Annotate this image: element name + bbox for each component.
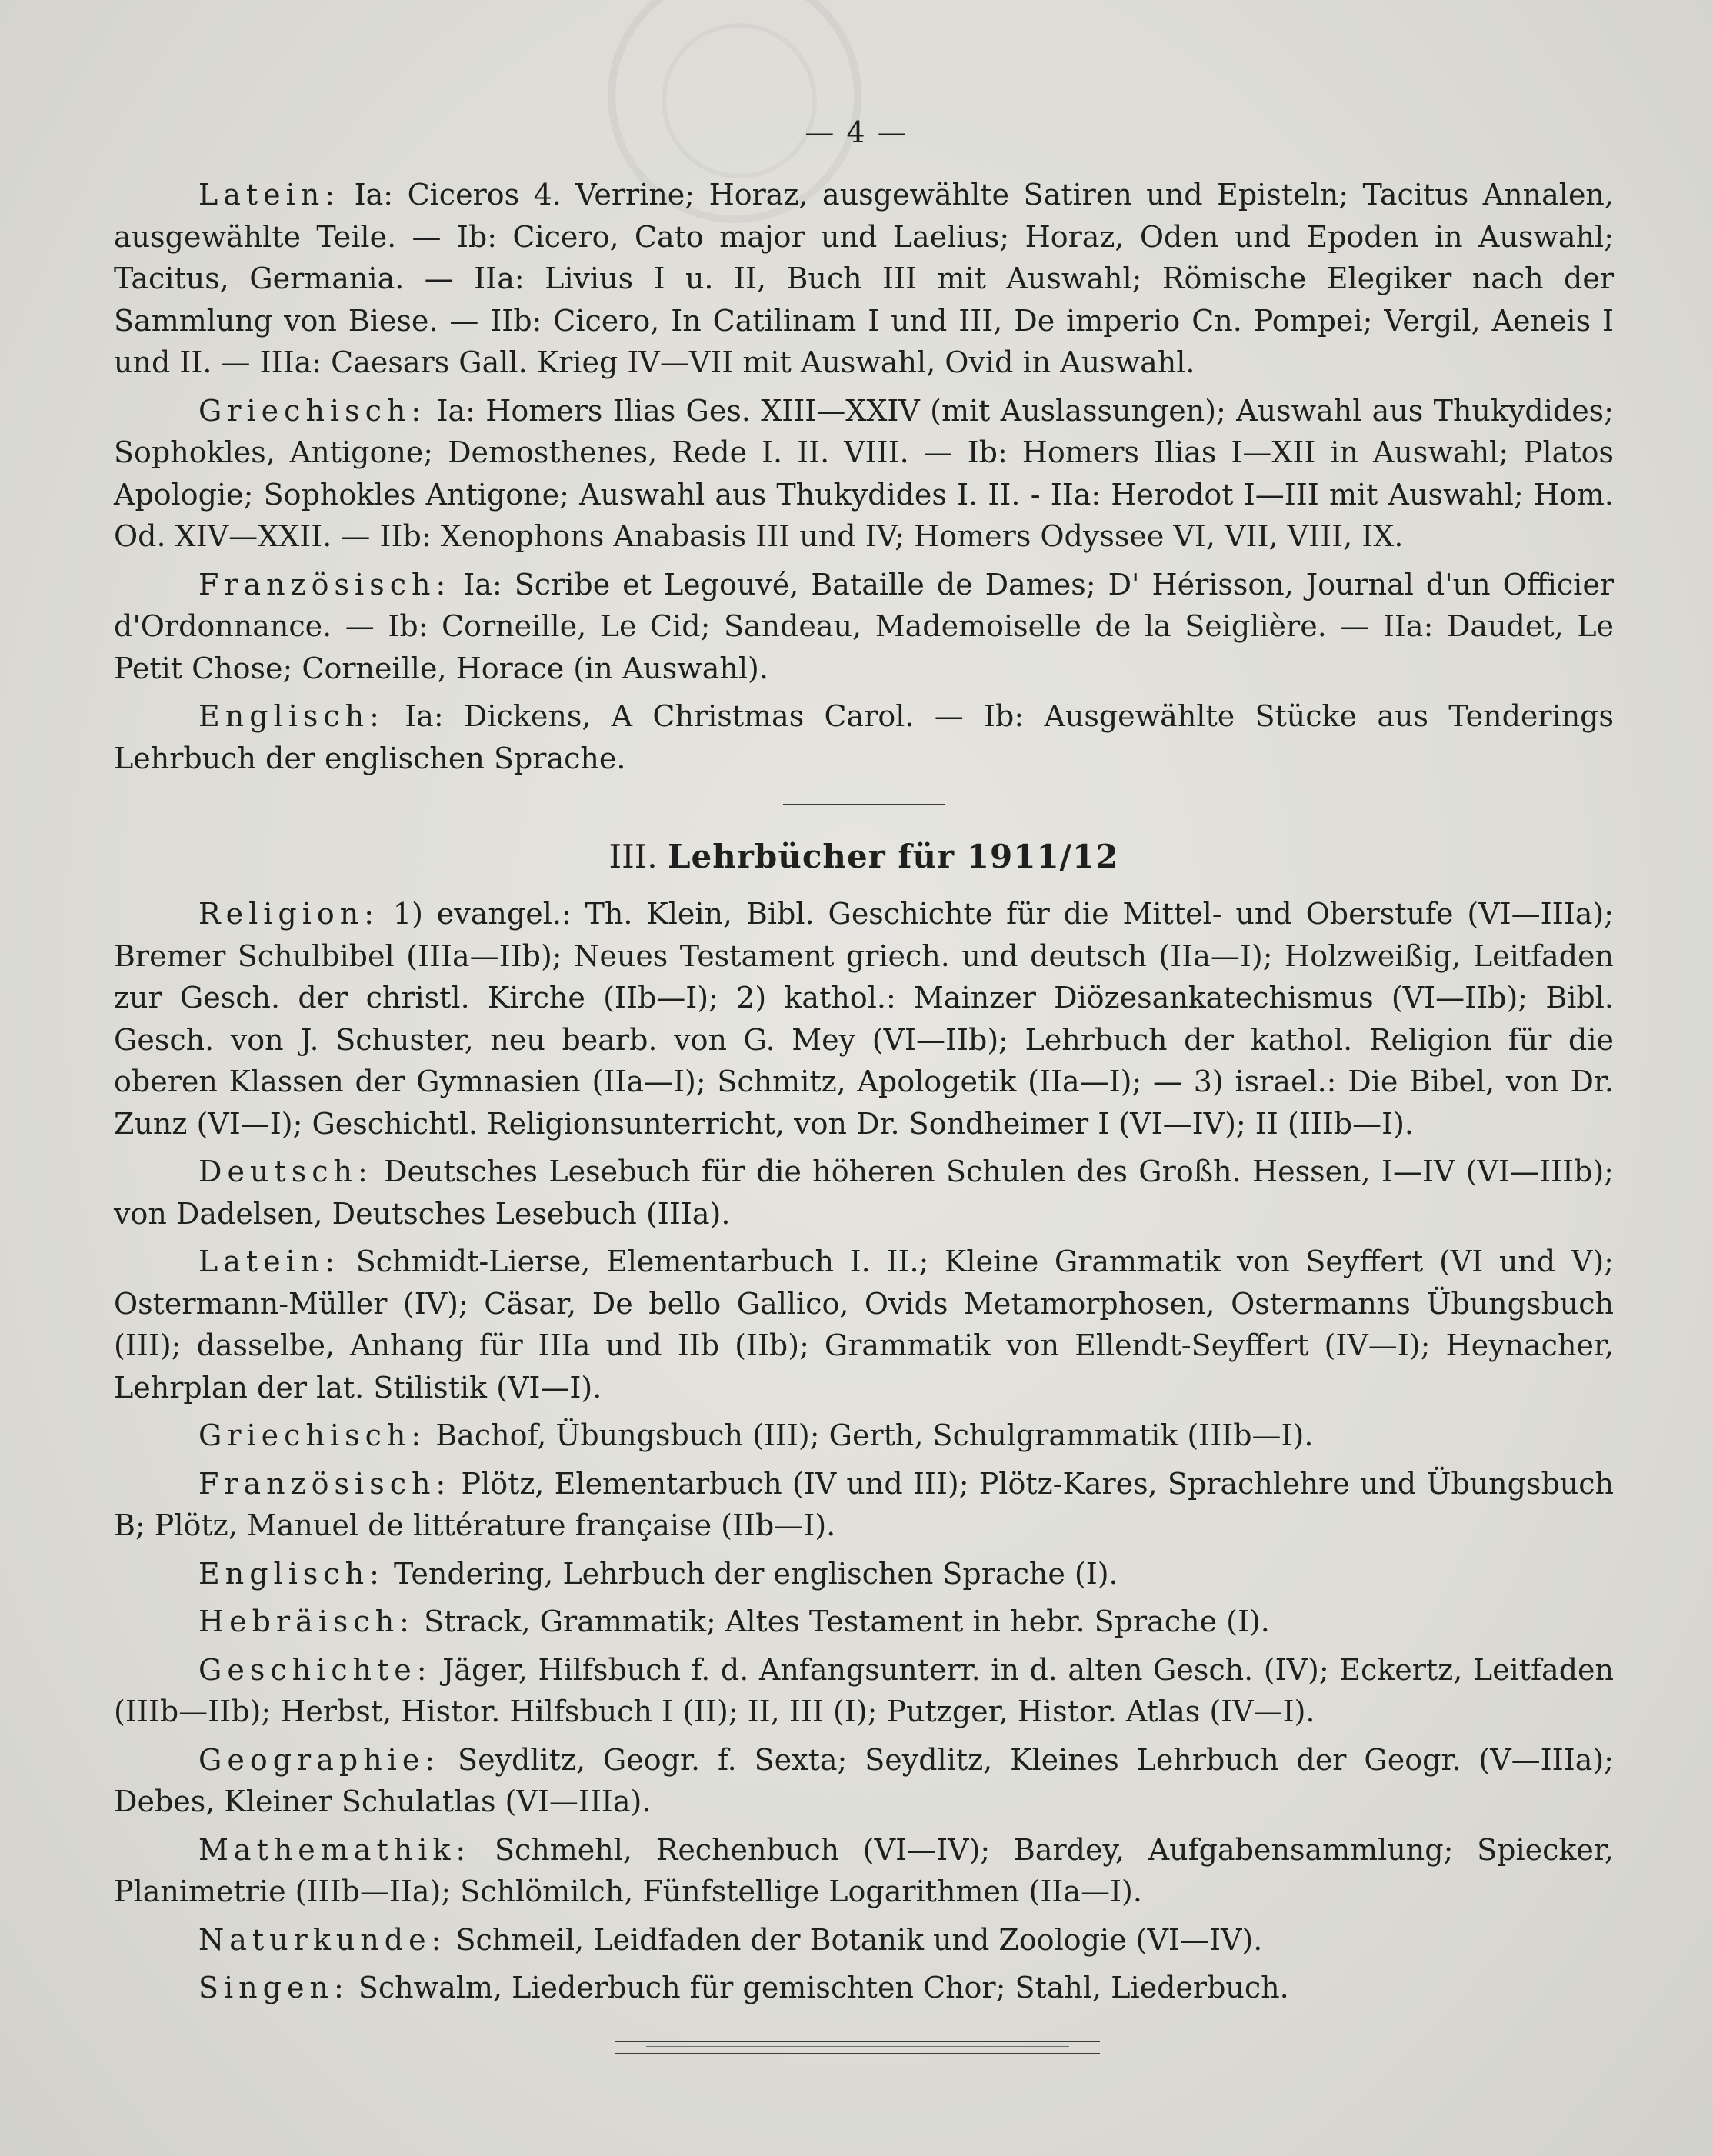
- entry-text: Ia: Scribe et Legouvé, Bataille de Dames; D' Hérisson, Journal d'un Officier d'Ordonnance. — Ib: Corneille, Le Cid; Sandeau, Mademoiselle de la Seiglière. — IIa: Daudet, Le Petit Chose; Corneille, Horace (in Auswahl).: [114, 567, 1614, 685]
- book-entry-griechisch: [114, 1415, 1614, 1457]
- section-numeral: III.: [608, 838, 658, 875]
- subject-label: Deutsch:: [198, 1155, 373, 1188]
- book-entry-religion: [114, 893, 1614, 1145]
- subject-label: Naturkunde:: [198, 1922, 447, 1957]
- section-title: Lehrbücher für 1911/12: [668, 838, 1119, 875]
- entry-text: Jäger, Hilfsbuch f. d. Anfangsunterr. in d. alten Gesch. (IV); Eckertz, Leitfaden (IIIb—IIb); Herbst, Histor. Hilfsbuch I (II); II, III (I); Putzger, Histor. Atlas (IV—I).: [114, 1652, 1614, 1728]
- subject-label: Singen:: [198, 1971, 349, 2004]
- subject-label: Mathemathik:: [198, 1832, 472, 1867]
- subject-label: Griechisch:: [198, 1418, 427, 1452]
- subject-label: Englisch:: [198, 699, 385, 733]
- entry-text: 1) evangel.: Th. Klein, Bibl. Geschichte für die Mittel- und Oberstufe (VI—IIIa); Bremer Schulbibel (IIIa—IIb); Neues Testament griech. und deutsch (IIa—I); Holzweißig, Leitfaden zur Gesch. der christl. Kirche (IIb—I); 2) kathol.: Mainzer Diözesankatechismus (VI—IIb); Bibl. Gesch. von J. Schuster, neu bearb. von G. Mey (VI—IIb); Lehrbuch der kathol. Religion für die oberen Klassen der Gymnasien (IIa—I); Schmitz, Apologetik (IIa—I); — 3) israel.: Die Bibel, von Dr. Zunz (VI—I); Geschichtl. Religionsunterricht, von Dr. Sondheimer I (VI—IV); II (IIIb—I).: [114, 897, 1614, 1141]
- subject-label: Französisch:: [198, 567, 452, 601]
- subject-label: Latein:: [198, 178, 341, 212]
- book-entry-naturkunde: [114, 1919, 1614, 1961]
- book-entry-mathematik: [114, 1829, 1614, 1913]
- entry-text: Ia: Dickens, A Christmas Carol. — Ib: Ausgewählte Stücke aus Tenderings Lehrbuch der englischen Sprache.: [114, 699, 1614, 775]
- reading-entry-franzoesisch: [114, 564, 1614, 690]
- subject-label: Hebräisch:: [198, 1605, 415, 1638]
- book-entry-geschichte: [114, 1649, 1614, 1733]
- subject-label: Religion:: [198, 897, 380, 931]
- entry-text: Tendering, Lehrbuch der englischen Sprache (I).: [394, 1556, 1118, 1591]
- page-number: — 4 —: [805, 115, 908, 149]
- subject-label: Französisch:: [198, 1466, 452, 1501]
- book-entry-singen: [114, 1967, 1614, 2009]
- entry-text: Schwalm, Liederbuch für gemischten Chor; Stahl, Liederbuch.: [358, 1971, 1289, 2004]
- page-content: [114, 174, 1614, 2015]
- subject-label: Englisch:: [198, 1556, 385, 1591]
- subject-label: Geographie:: [198, 1742, 441, 1777]
- section-separator: [783, 804, 945, 805]
- book-entry-franzoesisch: [114, 1463, 1614, 1547]
- entry-text: Schmeil, Leidfaden der Botanik und Zoologie (VI—IV).: [455, 1922, 1263, 1957]
- section-heading: [114, 836, 1614, 878]
- reading-entry-englisch: [114, 695, 1614, 779]
- book-entry-geographie: [114, 1739, 1614, 1823]
- entry-text: Ia: Homers Ilias Ges. XIII—XXIV (mit Auslassungen); Auswahl aus Thukydides; Sophokles, Antigone; Demosthenes, Rede I. II. VIII. — Ib: Homers Ilias I—XII in Auswahl; Platos Apologie; Sophokles Antigone; Auswahl aus Thukydides I. II. - IIa: Herodot I—III mit Auswahl; Hom. Od. XIV—XXII. — IIb: Xenophons Anabasis III und IV; Homers Odyssee VI, VII, VIII, IX.: [114, 393, 1614, 553]
- entry-text: Strack, Grammatik; Altes Testament in hebr. Sprache (I).: [424, 1605, 1270, 1638]
- entry-text: Deutsches Lesebuch für die höheren Schulen des Großh. Hessen, I—IV (VI—IIIb); von Dadelsen, Deutsches Lesebuch (IIIa).: [114, 1155, 1614, 1231]
- book-entry-latein: [114, 1241, 1614, 1408]
- reading-entry-griechisch: [114, 390, 1614, 558]
- entry-text: Schmehl, Rechenbuch (VI—IV); Bardey, Aufgabensammlung; Spiecker, Planimetrie (IIIb—IIa); Schlömilch, Fünfstellige Logarithmen (IIa—I).: [114, 1832, 1614, 1908]
- entry-text: Seydlitz, Geogr. f. Sexta; Seydlitz, Kleines Lehrbuch der Geogr. (V—IIIa); Debes, Kleiner Schulatlas (VI—IIIa).: [114, 1742, 1614, 1818]
- reading-entry-latein: [114, 174, 1614, 384]
- entry-text: Schmidt-Lierse, Elementarbuch I. II.; Kleine Grammatik von Seyffert (VI und V); Ostermann-Müller (IV); Cäsar, De bello Gallico, Ovids Metamorphosen, Ostermanns Übungsbuch (III); dasselbe, Anhang für IIIa und IIb (IIb); Grammatik von Ellendt-Seyffert (IV—I); Heynacher, Lehrplan der lat. Stilistik (VI—I).: [114, 1245, 1614, 1405]
- entry-text: Bachof, Übungsbuch (III); Gerth, Schulgrammatik (IIIb—I).: [435, 1418, 1314, 1452]
- entry-text: Plötz, Elementarbuch (IV und III); Plötz-Kares, Sprachlehre und Übungsbuch B; Plötz, Manuel de littérature française (IIb—I).: [114, 1466, 1614, 1542]
- end-ornament-rule: [615, 2041, 1100, 2054]
- book-entry-englisch: [114, 1553, 1614, 1595]
- entry-text: Ia: Ciceros 4. Verrine; Horaz, ausgewählte Satiren und Episteln; Tacitus Annalen, ausgewählte Teile. — Ib: Cicero, Cato major und Laelius; Horaz, Oden und Epoden in Auswahl; Tacitus, Germania. — IIa: Livius I u. II, Buch III mit Auswahl; Römische Elegiker nach der Sammlung von Biese. — IIb: Cicero, In Catilinam I und III, De imperio Cn. Pompei; Vergil, Aeneis I und II. — IIIa: Caesars Gall. Krieg IV—VII mit Auswahl, Ovid in Auswahl.: [114, 178, 1614, 379]
- subject-label: Geschichte:: [198, 1652, 432, 1687]
- subject-label: Latein:: [198, 1245, 341, 1278]
- book-entry-hebraeisch: [114, 1601, 1614, 1643]
- subject-label: Griechisch:: [198, 393, 427, 428]
- book-entry-deutsch: [114, 1151, 1614, 1235]
